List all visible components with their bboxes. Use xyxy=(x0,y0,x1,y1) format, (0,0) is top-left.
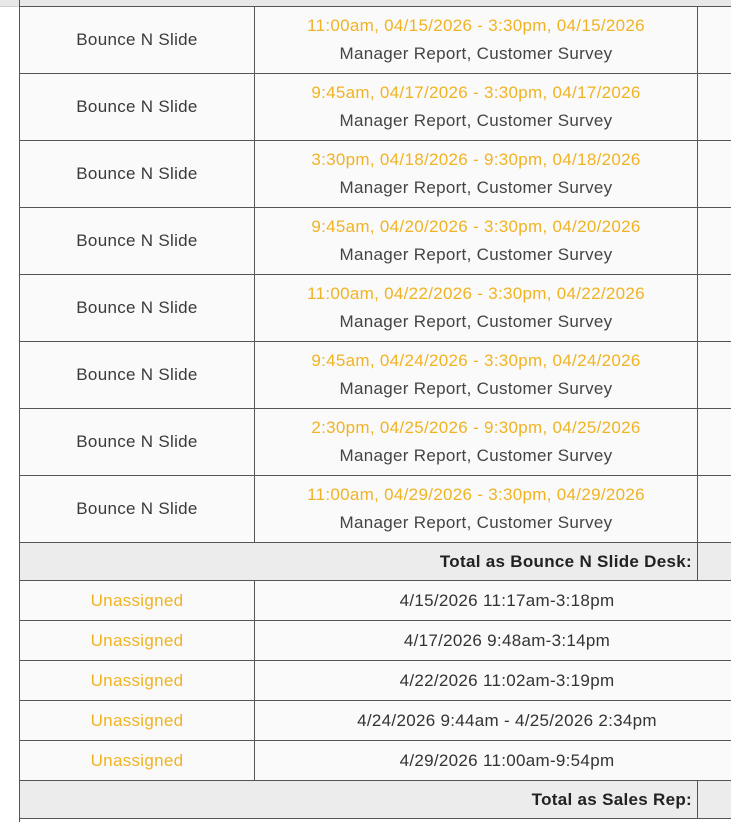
shift-extra-cell xyxy=(698,409,731,476)
shift-reports-text: Manager Report, Customer Survey xyxy=(339,245,613,264)
sales-shift-row xyxy=(20,701,731,741)
shift-reports-text: Manager Report, Customer Survey xyxy=(339,312,613,331)
shift-details-cell xyxy=(255,476,698,543)
shift-details-cell xyxy=(255,342,698,409)
sales-shift-row xyxy=(20,661,731,701)
shift-reports-text: Manager Report, Customer Survey xyxy=(339,446,613,465)
assignee-link[interactable]: Unassigned xyxy=(20,701,255,741)
sales-shift-row xyxy=(20,581,731,621)
shift-reports-text: Manager Report, Customer Survey xyxy=(339,44,613,63)
sales-total-value xyxy=(698,781,731,819)
desk-name-cell: Bounce N Slide xyxy=(20,74,255,141)
desk-shift-row xyxy=(20,342,731,409)
shift-extra-cell xyxy=(698,208,731,275)
shift-time-link[interactable]: 9:45am, 04/17/2026 - 3:30pm, 04/17/2026 xyxy=(311,83,641,102)
shift-reports-text: Manager Report, Customer Survey xyxy=(339,178,613,197)
shift-time-link[interactable]: 11:00am, 04/15/2026 - 3:30pm, 04/15/2026 xyxy=(307,16,645,35)
desk-shift-row xyxy=(20,141,731,208)
shift-reports-text: Manager Report, Customer Survey xyxy=(339,111,613,130)
desk-shift-row xyxy=(20,7,731,74)
shift-time-link[interactable]: 9:45am, 04/24/2026 - 3:30pm, 04/24/2026 xyxy=(311,351,641,370)
desk-name-cell: Bounce N Slide xyxy=(20,7,255,74)
shift-time-link[interactable]: 11:00am, 04/29/2026 - 3:30pm, 04/29/2026 xyxy=(307,485,645,504)
assignee-link[interactable]: Unassigned xyxy=(20,741,255,781)
shift-time-link[interactable]: 9:45am, 04/20/2026 - 3:30pm, 04/20/2026 xyxy=(311,217,641,236)
sales-shift-time: 4/22/2026 11:02am-3:19pm xyxy=(255,661,731,701)
sales-total-label: Total as Sales Rep: xyxy=(20,781,698,819)
sales-shift-row xyxy=(20,741,731,781)
shift-reports-text: Manager Report, Customer Survey xyxy=(339,513,613,532)
assignee-link[interactable]: Unassigned xyxy=(20,581,255,621)
shift-extra-cell xyxy=(698,342,731,409)
desk-name-cell: Bounce N Slide xyxy=(20,208,255,275)
desk-name-cell: Bounce N Slide xyxy=(20,409,255,476)
shift-table xyxy=(19,6,731,819)
shift-time-link[interactable]: 11:00am, 04/22/2026 - 3:30pm, 04/22/2026 xyxy=(307,284,645,303)
shift-extra-cell xyxy=(698,476,731,543)
shift-time-link[interactable]: 2:30pm, 04/25/2026 - 9:30pm, 04/25/2026 xyxy=(311,418,641,437)
desk-total-value xyxy=(698,543,731,581)
desk-shift-row xyxy=(20,208,731,275)
shift-extra-cell xyxy=(698,141,731,208)
sales-shift-time: 4/15/2026 11:17am-3:18pm xyxy=(255,581,731,621)
desk-shift-row xyxy=(20,275,731,342)
shift-details-cell xyxy=(255,74,698,141)
desk-name-cell: Bounce N Slide xyxy=(20,141,255,208)
desk-shift-row xyxy=(20,476,731,543)
desk-name-cell: Bounce N Slide xyxy=(20,275,255,342)
assignee-link[interactable]: Unassigned xyxy=(20,661,255,701)
shift-extra-cell xyxy=(698,74,731,141)
shift-extra-cell xyxy=(698,7,731,74)
shift-details-cell xyxy=(255,208,698,275)
shift-details-cell xyxy=(255,409,698,476)
desk-total-label: Total as Bounce N Slide Desk: xyxy=(20,543,698,581)
desk-name-cell: Bounce N Slide xyxy=(20,476,255,543)
shift-details-cell xyxy=(255,141,698,208)
sales-shift-time: 4/17/2026 9:48am-3:14pm xyxy=(255,621,731,661)
desk-shift-row xyxy=(20,74,731,141)
sales-shift-row xyxy=(20,621,731,661)
assignee-link[interactable]: Unassigned xyxy=(20,621,255,661)
sales-shift-time: 4/24/2026 9:44am - 4/25/2026 2:34pm xyxy=(255,701,731,741)
desk-name-cell: Bounce N Slide xyxy=(20,342,255,409)
shift-details-cell xyxy=(255,275,698,342)
sales-total-row xyxy=(20,781,731,819)
shift-time-link[interactable]: 3:30pm, 04/18/2026 - 9:30pm, 04/18/2026 xyxy=(311,150,641,169)
sales-shift-time: 4/29/2026 11:00am-9:54pm xyxy=(255,741,731,781)
desk-total-row xyxy=(20,543,731,581)
shift-details-cell xyxy=(255,7,698,74)
shift-extra-cell xyxy=(698,275,731,342)
desk-shift-row xyxy=(20,409,731,476)
shift-reports-text: Manager Report, Customer Survey xyxy=(339,379,613,398)
